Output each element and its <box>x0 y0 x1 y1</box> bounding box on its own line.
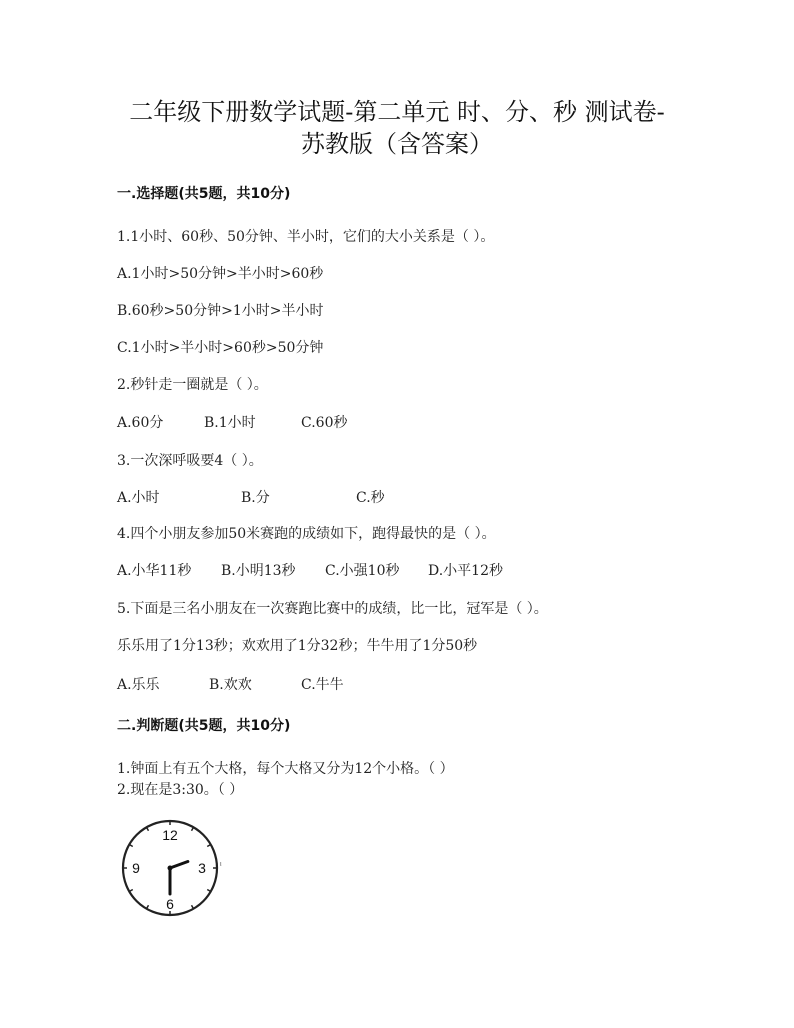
option-1-5-b: B.欢欢 <box>209 677 252 693</box>
option-1-1-a: A.1小时>50分钟>半小时>60秒 <box>117 266 324 282</box>
section2-heading: 二.判断题(共5题，共10分) <box>117 718 291 734</box>
clock-stray-mark: ι <box>220 861 222 868</box>
page-title-line1: 二年级下册数学试题-第二单元 时、分、秒 测试卷- <box>129 98 665 126</box>
clock-numeral-6: 6 <box>166 896 174 912</box>
question-1-2: 2.秒针走一圈就是（ ）。 <box>117 377 268 393</box>
question-1-4: 4.四个小朋友参加50米赛跑的成绩如下，跑得最快的是（ ）。 <box>117 526 496 542</box>
option-1-4-b: B.小明13秒 <box>221 563 296 579</box>
option-1-5-a: A.乐乐 <box>117 677 160 693</box>
option-1-4-a: A.小华11秒 <box>117 563 192 579</box>
clock-numeral-12: 12 <box>162 827 178 843</box>
clock-face <box>116 818 226 918</box>
question-1-3: 3.一次深呼吸要4（ ）。 <box>117 453 263 469</box>
option-1-2-c: C.60秒 <box>301 415 348 431</box>
clock-numeral-3: 3 <box>198 860 206 876</box>
question-2-2: 2.现在是3:30。（ ） <box>117 782 244 798</box>
clock-numeral-9: 9 <box>132 860 140 876</box>
option-1-3-b: B.分 <box>241 490 270 506</box>
option-1-4-d: D.小平12秒 <box>428 563 503 579</box>
option-1-1-b: B.60秒>50分钟>1小时>半小时 <box>117 303 324 319</box>
question-1-5: 5.下面是三名小朋友在一次赛跑比赛中的成绩，比一比，冠军是（ ）。 <box>117 601 548 617</box>
clock-center-pin <box>168 866 173 871</box>
option-1-1-c: C.1小时>半小时>60秒>50分钟 <box>117 340 324 356</box>
question-2-1: 1.钟面上有五个大格，每个大格又分为12个小格。（ ） <box>117 761 454 777</box>
section1-heading: 一.选择题(共5题，共10分) <box>117 186 291 202</box>
option-1-2-a: A.60分 <box>117 415 164 431</box>
option-1-3-c: C.秒 <box>356 490 385 506</box>
option-1-4-c: C.小强10秒 <box>325 563 400 579</box>
option-1-3-a: A.小时 <box>117 490 160 506</box>
option-1-2-b: B.1小时 <box>204 415 256 431</box>
question-1-5-info: 乐乐用了1分13秒；欢欢用了1分32秒；牛牛用了1分50秒 <box>117 638 478 654</box>
option-1-5-c: C.牛牛 <box>301 677 344 693</box>
page-title-line2: 苏教版（含答案） <box>301 130 493 158</box>
question-1-1: 1.1小时、60秒、50分钟、半小时，它们的大小关系是（ ）。 <box>117 229 495 245</box>
